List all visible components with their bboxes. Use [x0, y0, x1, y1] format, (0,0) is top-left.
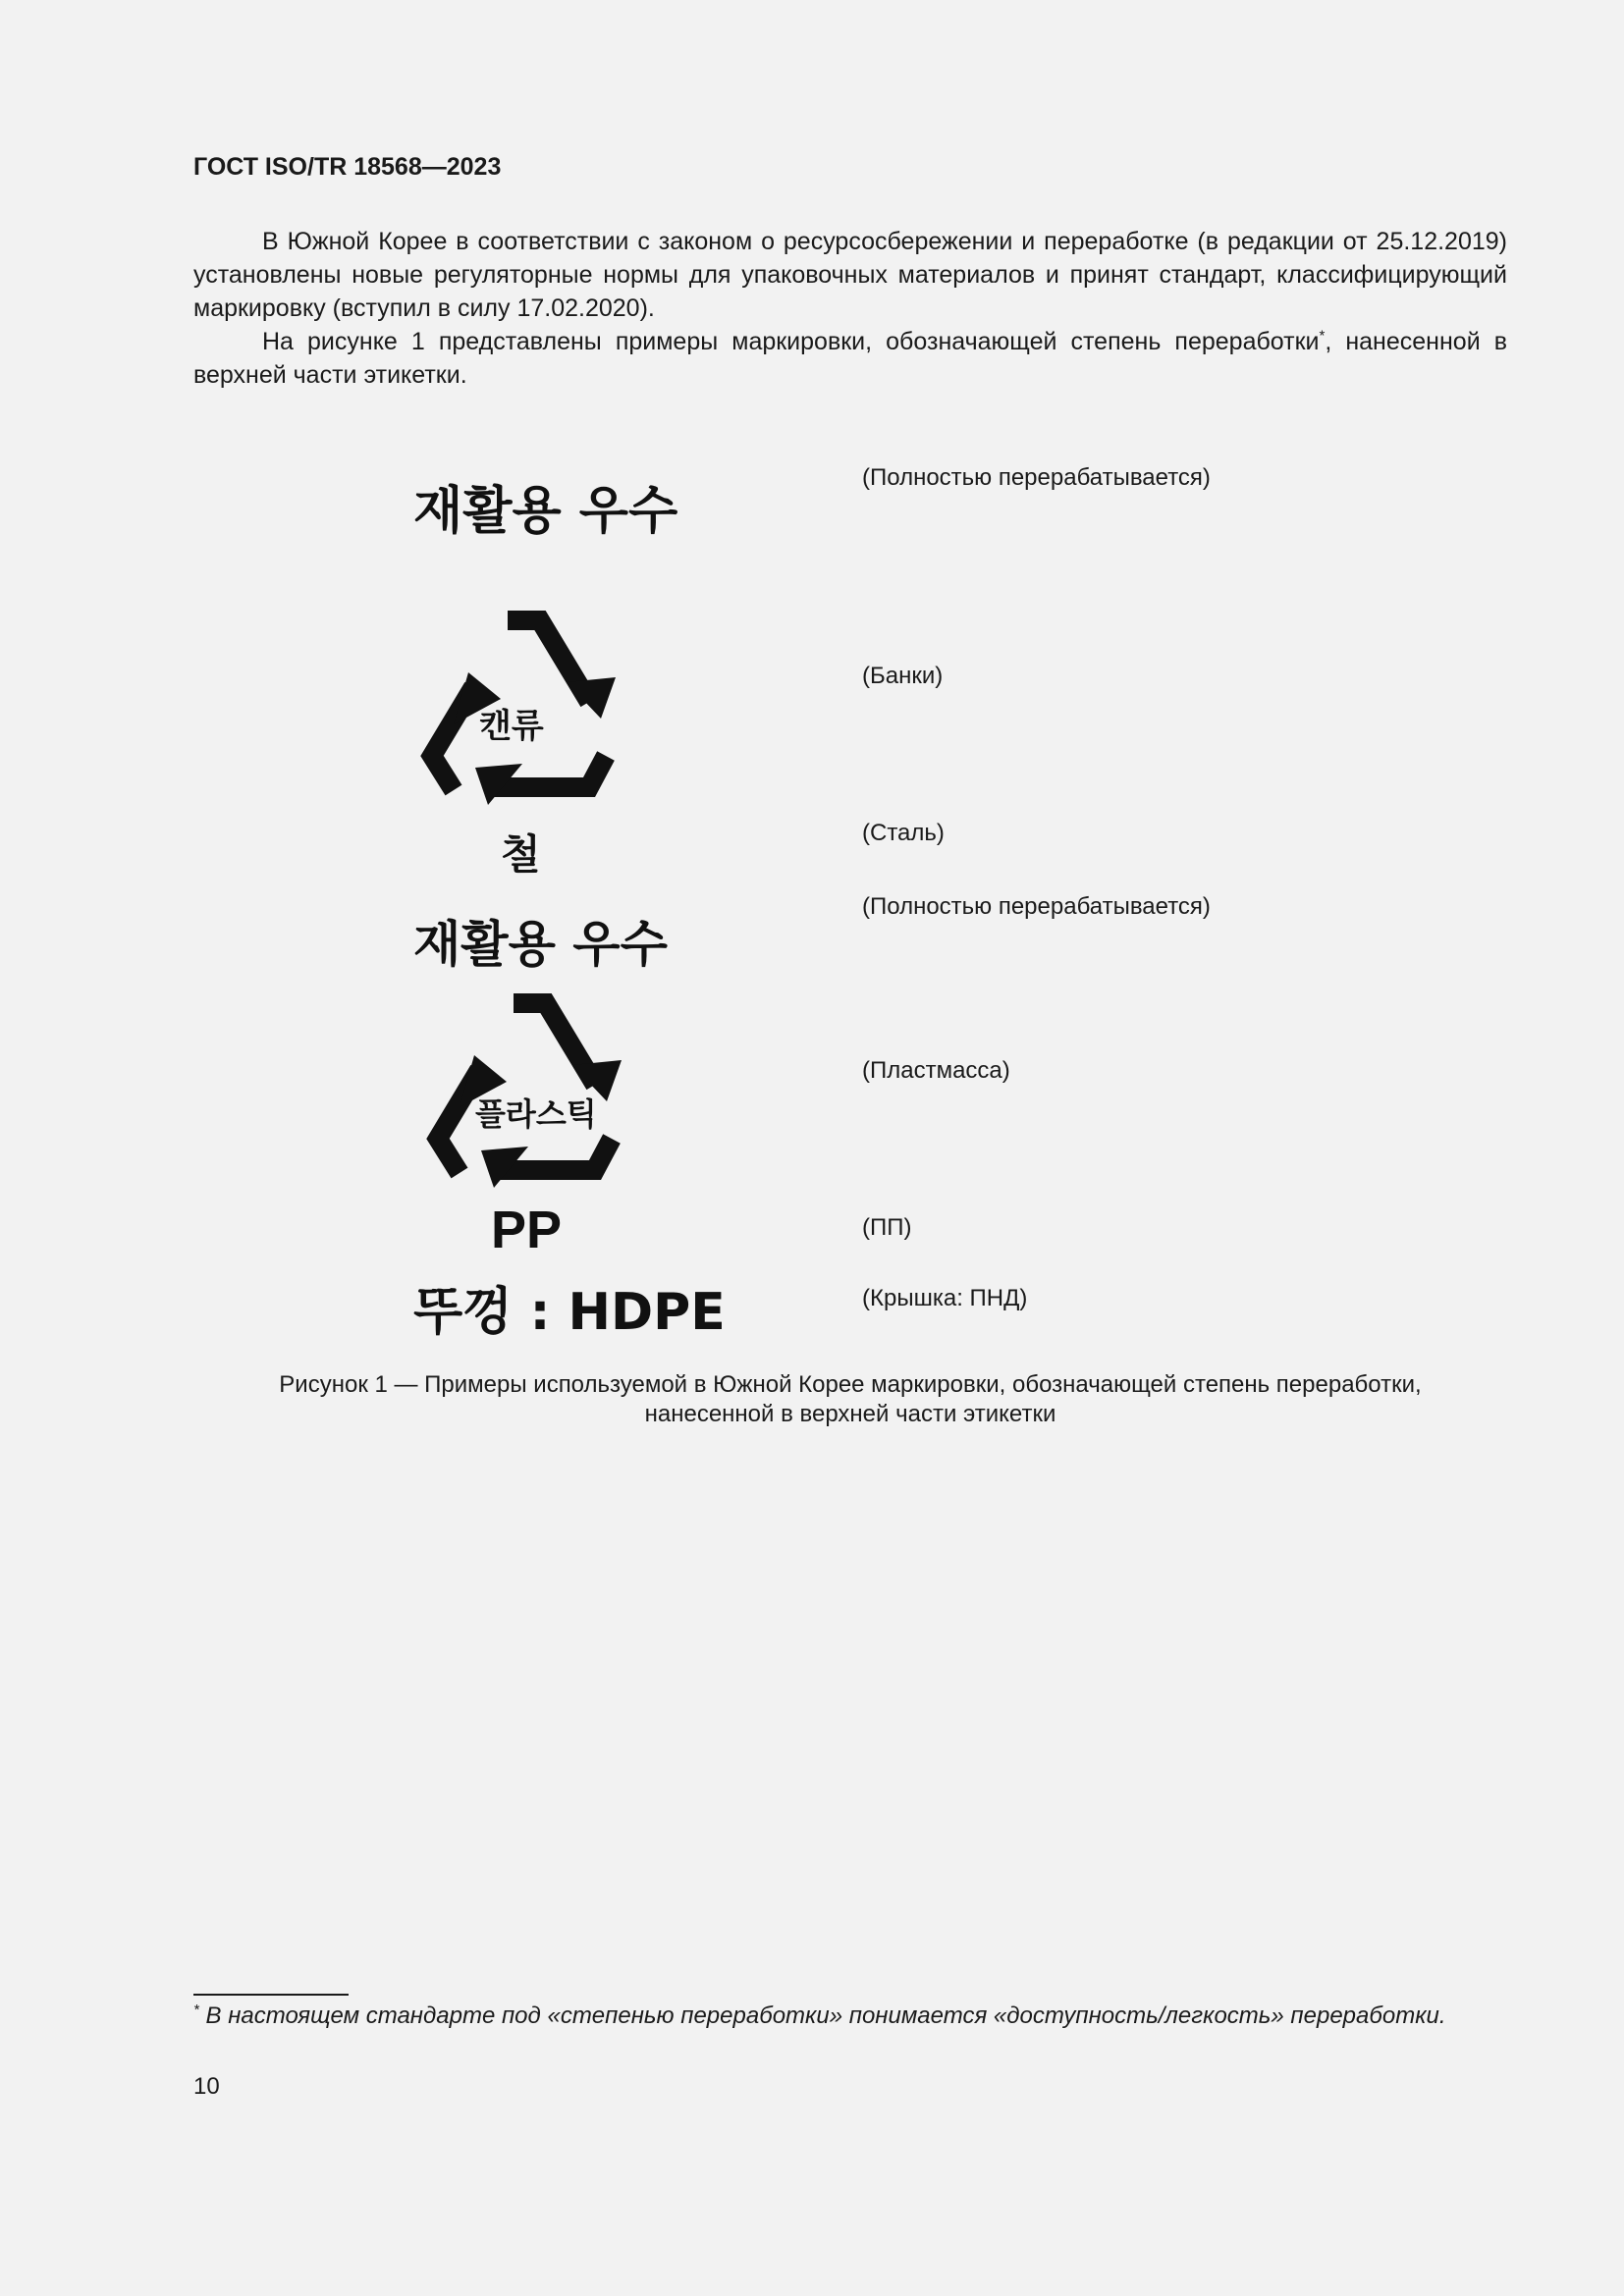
footnote — [193, 2002, 1507, 2031]
cap-label-russian: (Крышка: ПНД) — [862, 1285, 1028, 1311]
symbol-label-korean-2: 플라스틱 — [475, 1095, 597, 1133]
footnote-reference[interactable]: * — [1319, 327, 1326, 345]
footnote-text: В настоящем стандарте под «степенью переработки» понимается «доступность/легкость» переработки. — [198, 2002, 1446, 2029]
document-header: ГОСТ ISO/TR 18568—2023 — [193, 153, 502, 181]
page-number: 10 — [193, 2073, 220, 2100]
figure-caption-line-2: нанесенной в верхней части этикетки — [644, 1401, 1056, 1427]
paragraph-2-text: На рисунке 1 представлены примеры маркировки, обозначающей степень переработки — [262, 328, 1320, 355]
cap-label-korean: 뚜껑 : HDPE — [413, 1283, 726, 1342]
symbol-label-korean-1: 캔류 — [479, 707, 544, 746]
material-label-russian-1: (Сталь) — [862, 820, 945, 846]
rating-label-russian-2: (Полностью перерабатывается) — [862, 893, 1211, 920]
figure-caption-line-1: Рисунок 1 — Примеры используемой в Южной Корее маркировки, обозначающей степень переработки, — [279, 1371, 1422, 1398]
rating-label-russian-1: (Полностью перерабатывается) — [862, 464, 1211, 491]
paragraph-2-tail: , нанесенной в верхней части этикетки. — [193, 328, 1507, 389]
rating-label-korean-1: 재활용 우수 — [413, 482, 678, 541]
symbol-label-russian-1: (Банки) — [862, 663, 944, 689]
footnote-separator — [193, 1994, 349, 1996]
paragraph-1-text: В Южной Корее в соответствии с законом о ресурсосбережении и переработке (в редакции от 25.12.2019) установлены новые регуляторные нормы для упаковочных материалов и принят стандарт, классифицирующий маркировку (вступил в силу 17.02.2020). — [193, 228, 1507, 322]
material-label-korean-1: 철 — [501, 830, 541, 879]
paragraph-2 — [193, 325, 1507, 392]
rating-label-korean-2: 재활용 우수 — [413, 916, 668, 973]
material-label-russian-2: (ПП) — [862, 1214, 912, 1241]
footnote-mark: * — [193, 2002, 199, 2018]
paragraph-1 — [193, 225, 1507, 325]
material-label-code-2: PP — [491, 1201, 563, 1259]
symbol-label-russian-2: (Пластмасса) — [862, 1057, 1010, 1084]
